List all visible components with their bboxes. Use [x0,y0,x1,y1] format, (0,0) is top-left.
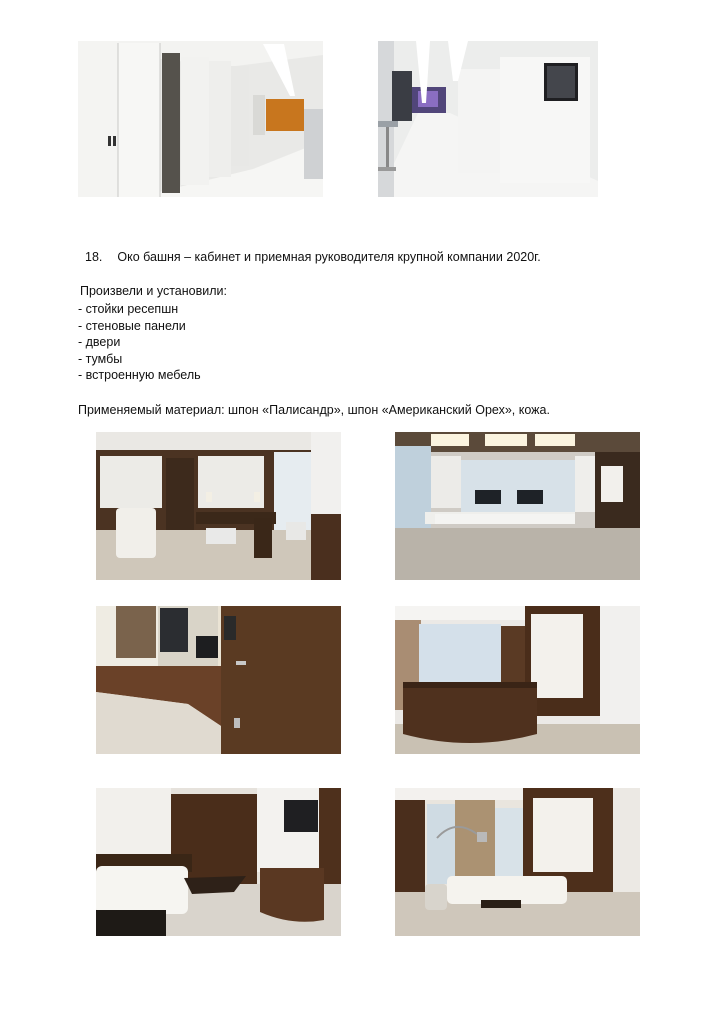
photo-lounge-lamp [395,788,640,936]
section-heading [85,249,541,265]
intro-text: Произвели и установили: [80,284,227,298]
list-item: - стеновые панели [78,318,186,333]
section-number: 18. [85,250,103,264]
list-item: - стойки ресепшн [78,302,179,316]
work-items-list [78,301,201,384]
photo-office-cabinets-door [96,606,341,754]
list-item: - двери [78,335,121,350]
photo-conference-room [395,432,640,580]
list-item: - встроенную мебель [78,368,201,383]
photo-lounge-sofa [96,788,341,936]
photo-corridor-tv [378,41,598,197]
photo-corridor-white-cabinets [78,41,323,197]
list-item: - тумбы [78,351,123,366]
section-title: Око башня – кабинет и приемная руководителя крупной компании 2020г. [117,250,541,264]
photo-reception-desk [395,606,640,754]
materials-text: Применяемый материал: шпон «Палисандр», шпон «Американский Орех», кожа. [78,403,550,417]
photo-executive-office [96,432,341,580]
